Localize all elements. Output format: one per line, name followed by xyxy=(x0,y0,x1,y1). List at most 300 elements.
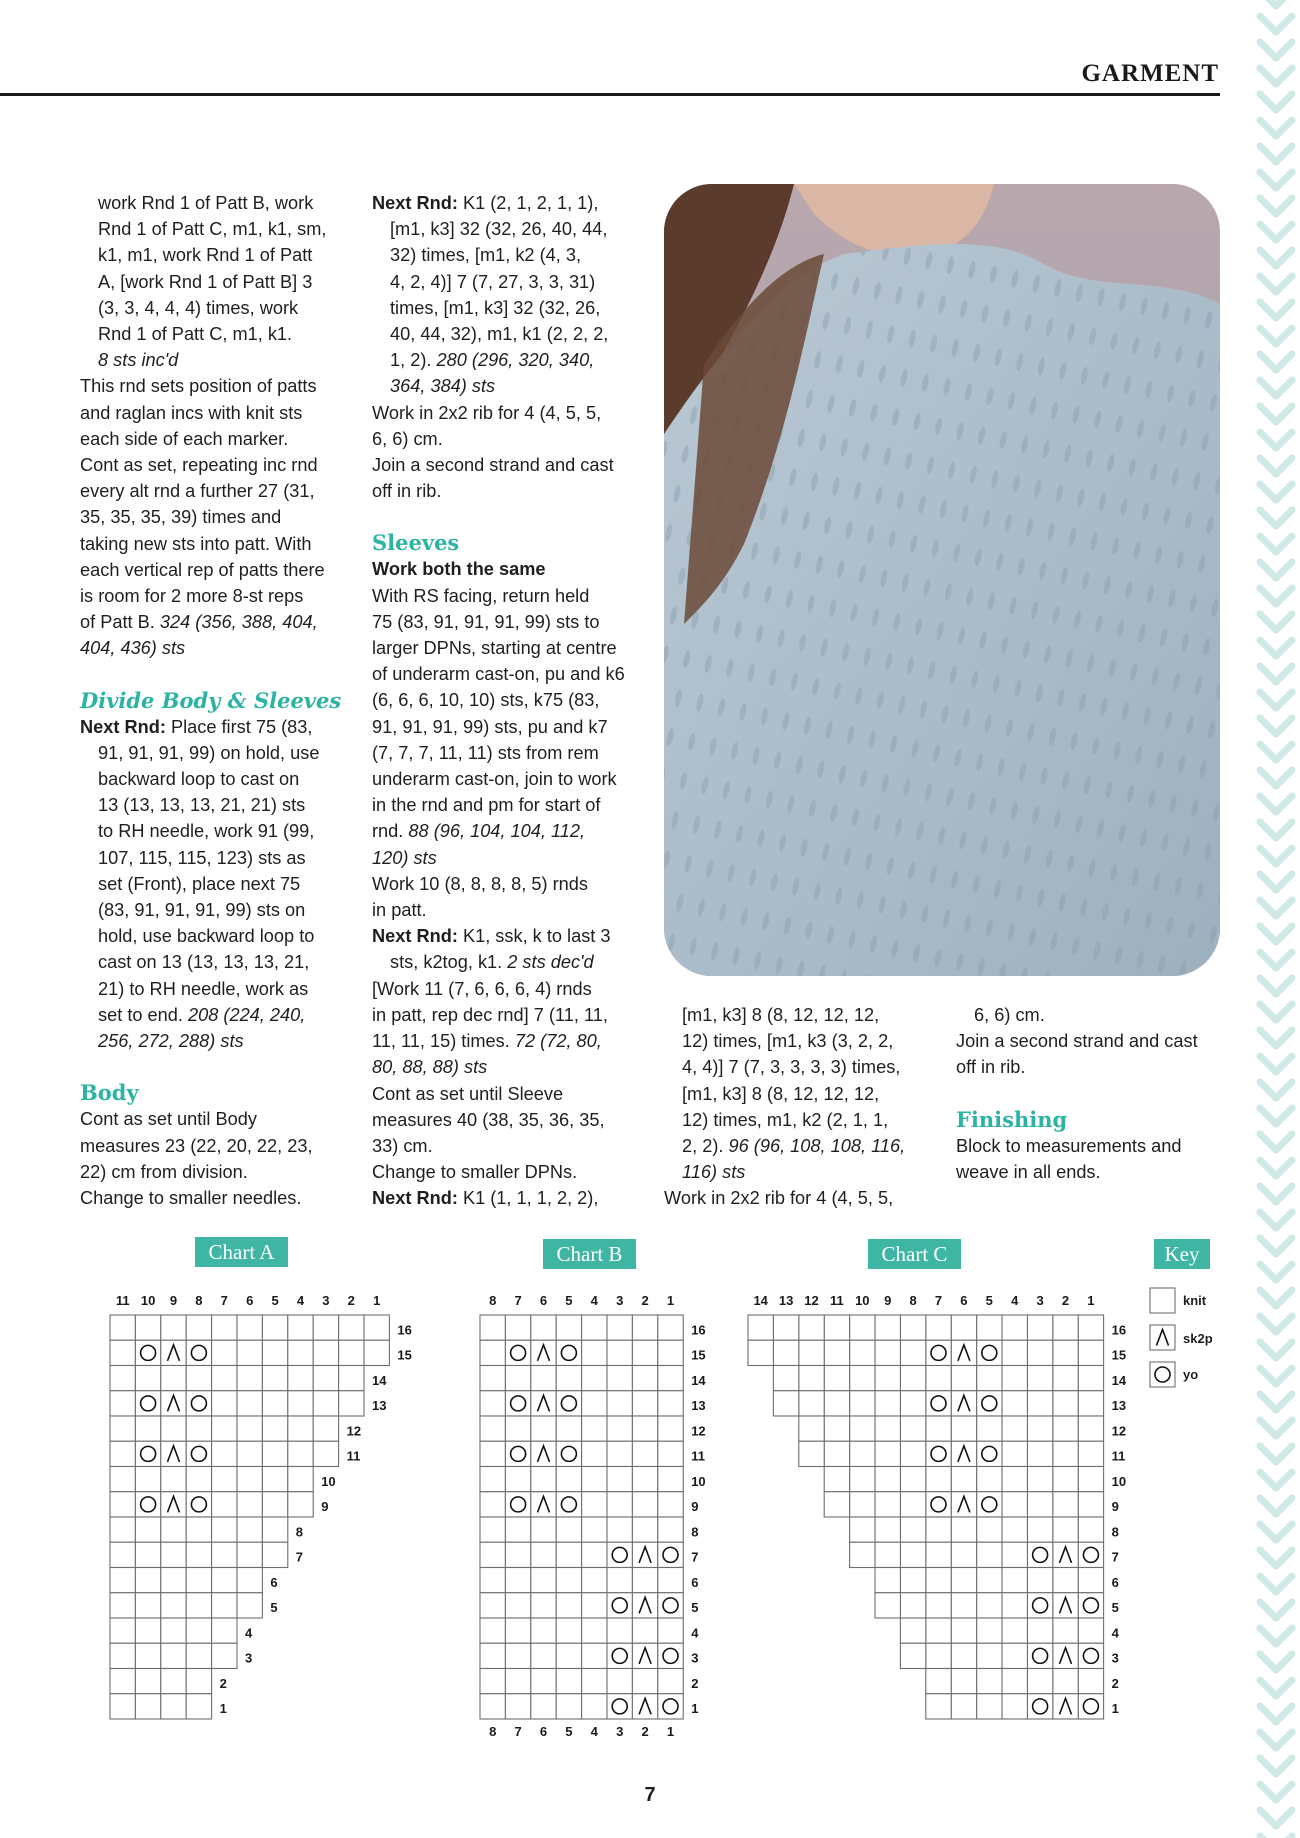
text-line: each vertical rep of patts there xyxy=(80,559,325,580)
chart-number-label: 12 xyxy=(346,1423,362,1439)
text-line: (6, 6, 6, 10, 10) sts, k75 (83, xyxy=(372,690,600,711)
stitch-count: 280 (296, 320, 340, xyxy=(436,350,595,371)
chart-a-cell xyxy=(135,1669,160,1694)
chart-b-cell xyxy=(632,1441,657,1466)
chart-number-label: 1 xyxy=(691,1701,699,1716)
chart-a-cell xyxy=(110,1492,135,1517)
chart-b-cell xyxy=(607,1366,632,1391)
chart-c-cell xyxy=(951,1618,976,1643)
chart-b-cell xyxy=(632,1340,657,1365)
chart-b-cell xyxy=(480,1441,505,1466)
chart-b-cell xyxy=(505,1618,530,1643)
chart-c-cell xyxy=(824,1366,849,1391)
chart-b-cell xyxy=(658,1669,683,1694)
chart-a-cell xyxy=(186,1441,211,1466)
chart-a-cell xyxy=(364,1340,389,1365)
chart-a-cell xyxy=(110,1467,135,1492)
text-line: backward loop to cast on xyxy=(98,769,300,790)
chart-c-cell xyxy=(900,1492,925,1517)
chart-a-cell xyxy=(212,1568,237,1593)
chart-number-label: 11 xyxy=(346,1448,361,1464)
chart-number-label: 7 xyxy=(934,1293,943,1308)
text-fragment: rnd. xyxy=(372,821,409,842)
chart-c-cell xyxy=(875,1492,900,1517)
chart-b-cell xyxy=(531,1568,556,1593)
chart-c-cell xyxy=(748,1340,773,1365)
chart-number-label: 7 xyxy=(295,1549,304,1565)
text-fragment: 1, 2). xyxy=(390,350,437,371)
chart-b-cell xyxy=(480,1643,505,1668)
text-line: Change to smaller needles. xyxy=(80,1187,302,1208)
chart-b-cell xyxy=(582,1643,607,1668)
chart-a-cell xyxy=(288,1416,313,1441)
chart-c-cell xyxy=(926,1492,951,1517)
stitch-count: 364, 384) sts xyxy=(390,376,496,397)
chart-c-cell xyxy=(1027,1618,1052,1643)
chart-a-cell xyxy=(186,1517,211,1542)
chart-c-cell xyxy=(1078,1568,1103,1593)
text-line: Work in 2x2 rib for 4 (4, 5, 5, xyxy=(372,402,602,423)
text-line: to RH needle, work 91 (99, xyxy=(98,821,315,842)
chart-number-label: 1 xyxy=(373,1293,381,1308)
chart-c-cell xyxy=(1027,1694,1052,1719)
chart-number-label: 16 xyxy=(691,1322,706,1338)
chart-a-cell xyxy=(186,1542,211,1567)
text-fragment: K1, ssk, k to last 3 xyxy=(457,926,611,947)
chart-c-title: Chart C xyxy=(868,1239,961,1269)
chart-number-label: 4 xyxy=(1111,1625,1119,1641)
text-line: taking new sts into patt. With xyxy=(80,533,312,554)
text-line: work Rnd 1 of Patt B, work xyxy=(98,193,314,213)
chart-a-cell xyxy=(110,1643,135,1668)
chart-c-cell xyxy=(900,1416,925,1441)
text-line: and raglan incs with knit sts xyxy=(80,402,303,423)
chart-number-label: 1 xyxy=(1087,1293,1095,1308)
chart-number-label: 5 xyxy=(985,1293,993,1308)
chart-b-cell xyxy=(556,1366,581,1391)
chart-a-cell xyxy=(161,1416,186,1441)
chart-b-cell xyxy=(505,1441,530,1466)
chart-c-cell xyxy=(1002,1517,1027,1542)
chart-number-label: 5 xyxy=(565,1293,573,1308)
chart-number-label: 7 xyxy=(691,1549,699,1565)
chart-b-cell xyxy=(607,1618,632,1643)
chart-c-cell xyxy=(1078,1366,1103,1391)
text-line: 13 (13, 13, 13, 21, 21) sts xyxy=(98,795,306,816)
chart-b-cell xyxy=(632,1517,657,1542)
chart-c-cell xyxy=(926,1593,951,1618)
chart-c-cell xyxy=(926,1391,951,1416)
text-line: Join a second strand and cast xyxy=(372,455,614,476)
chart-a-cell xyxy=(161,1315,186,1340)
chart-a-cell xyxy=(110,1391,135,1416)
chart-a-cell xyxy=(212,1618,237,1643)
chart-number-label: 5 xyxy=(565,1724,573,1739)
chart-c-cell xyxy=(951,1669,976,1694)
chart-b-cell xyxy=(582,1542,607,1567)
chart-b-cell xyxy=(480,1366,505,1391)
chart-a-cell xyxy=(237,1391,262,1416)
key-knit-box xyxy=(1150,1288,1175,1313)
chart-c-cell xyxy=(799,1441,824,1466)
text-line: 33) cm. xyxy=(372,1135,433,1156)
chart-c-cell xyxy=(824,1492,849,1517)
text-line: 107, 115, 115, 123) sts as xyxy=(98,847,306,868)
chart-number-label: 10 xyxy=(855,1293,870,1308)
chart-number-label: 7 xyxy=(514,1724,522,1739)
chart-a-cell xyxy=(135,1593,160,1618)
text-line: Change to smaller DPNs. xyxy=(372,1162,578,1183)
chart-a-cell xyxy=(161,1517,186,1542)
chart-number-label: 8 xyxy=(909,1293,917,1308)
chart-b-cell xyxy=(658,1643,683,1668)
chart-c-cell xyxy=(926,1517,951,1542)
chart-c-cell xyxy=(799,1366,824,1391)
chart-c-cell xyxy=(977,1618,1002,1643)
chart-a-title: Chart A xyxy=(195,1237,288,1267)
chart-c-cell xyxy=(1053,1492,1078,1517)
chart-number-label: 6 xyxy=(539,1293,548,1308)
chart-a-cell xyxy=(288,1315,313,1340)
chart-c-cell xyxy=(1002,1391,1027,1416)
text-line: k1, m1, work Rnd 1 of Patt xyxy=(98,245,313,266)
chart-a-cell xyxy=(262,1542,287,1567)
chart-a-cell xyxy=(364,1315,389,1340)
chart-number-label: 1 xyxy=(666,1293,675,1308)
chart-c-cell xyxy=(799,1340,824,1365)
chart-c-cell xyxy=(799,1391,824,1416)
chart-a-cell xyxy=(186,1492,211,1517)
chart-number-label: 13 xyxy=(372,1398,387,1413)
chart-a-cell xyxy=(110,1618,135,1643)
text-line: Cont as set until Body xyxy=(80,1109,257,1130)
text-line: in the rnd and pm for start of xyxy=(372,795,601,816)
chart-c-cell xyxy=(900,1568,925,1593)
chart-b-title: Chart B xyxy=(543,1239,636,1269)
chart-b-cell xyxy=(582,1593,607,1618)
stitch-count: 8 sts inc'd xyxy=(98,350,179,371)
chart-b-cell xyxy=(531,1416,556,1441)
chart-c-cell xyxy=(1053,1568,1078,1593)
chart-b-cell xyxy=(607,1643,632,1668)
chart-b-cell xyxy=(556,1669,581,1694)
chart-b-cell xyxy=(556,1618,581,1643)
chart-c-cell xyxy=(1053,1366,1078,1391)
chart-a-cell xyxy=(186,1467,211,1492)
chart-b-cell xyxy=(480,1391,505,1416)
chart-a-cell xyxy=(161,1366,186,1391)
chart-b-cell xyxy=(505,1391,530,1416)
stitch-count: 80, 88, 88) sts xyxy=(372,1057,488,1078)
chart-c-cell xyxy=(1078,1593,1103,1618)
chart-a-cell xyxy=(262,1340,287,1365)
chart-b-cell xyxy=(505,1492,530,1517)
chart-c-cell xyxy=(1002,1315,1027,1340)
chart-b-cell xyxy=(658,1340,683,1365)
chart-a-cell xyxy=(161,1618,186,1643)
text-line: underarm cast-on, join to work xyxy=(372,769,617,790)
text-line: Cont as set until Sleeve xyxy=(372,1083,564,1104)
chart-a-cell xyxy=(135,1643,160,1668)
stitch-count: 404, 436) sts xyxy=(80,638,186,659)
text-line: off in rib. xyxy=(956,1057,1026,1078)
chart-a-cell xyxy=(135,1340,160,1365)
chart-c-cell xyxy=(900,1366,925,1391)
chart-b-cell xyxy=(582,1315,607,1340)
chart-c-cell xyxy=(850,1467,875,1492)
chart-a-cell xyxy=(288,1391,313,1416)
chart-b-cell xyxy=(480,1340,505,1365)
chart-c-cell xyxy=(773,1315,798,1340)
chart-c-cell xyxy=(900,1542,925,1567)
chart-number-label: 2 xyxy=(641,1724,649,1739)
chart-c-cell xyxy=(1053,1618,1078,1643)
chart-number-label: 4 xyxy=(1011,1293,1019,1308)
chart-a-cell xyxy=(212,1441,237,1466)
chart-a-cell xyxy=(262,1416,287,1441)
chart-c-cell xyxy=(900,1593,925,1618)
chart-b-cell xyxy=(632,1467,657,1492)
chart-c-cell xyxy=(1027,1542,1052,1567)
chart-b-cell xyxy=(658,1542,683,1567)
stitch-count: 208 (224, 240, xyxy=(188,1004,306,1025)
chart-number-label: 13 xyxy=(778,1293,794,1308)
chart-b-cell xyxy=(480,1315,505,1340)
chart-b-cell xyxy=(607,1391,632,1416)
chart-a-cell xyxy=(339,1315,364,1340)
chart-c-cell xyxy=(1078,1416,1103,1441)
text-line: (3, 3, 4, 4, 4) times, work xyxy=(98,297,299,318)
chart-b-cell xyxy=(556,1441,581,1466)
chart-a-cell xyxy=(110,1568,135,1593)
chart-number-label: 6 xyxy=(691,1574,699,1590)
chart-c-cell xyxy=(799,1315,824,1340)
chart-a-cell xyxy=(212,1391,237,1416)
text-line: Block to measurements and xyxy=(956,1135,1182,1156)
chart-c-cell xyxy=(1078,1441,1103,1466)
chart-b-cell xyxy=(658,1492,683,1517)
chart-b-cell xyxy=(582,1669,607,1694)
text-line: times, [m1, k3] 32 (32, 26, xyxy=(390,297,601,318)
chart-c-cell xyxy=(1002,1441,1027,1466)
chart-b-cell xyxy=(658,1441,683,1466)
chart-a-cell xyxy=(135,1441,160,1466)
text-fragment: Place first 75 (83, xyxy=(165,716,313,737)
chart-b-cell xyxy=(556,1467,581,1492)
chart-c-cell xyxy=(875,1517,900,1542)
chart-number-label: 10 xyxy=(140,1293,156,1308)
chart-c-cell xyxy=(1078,1618,1103,1643)
chart-number-label: 8 xyxy=(295,1524,304,1540)
chart-b-cell xyxy=(556,1315,581,1340)
chart-b-cell xyxy=(658,1694,683,1719)
chart-c-cell xyxy=(1078,1467,1103,1492)
chart-c-cell xyxy=(1053,1669,1078,1694)
text-fragment: K1 (1, 1, 1, 2, 2), xyxy=(457,1188,599,1209)
chart-a-cell xyxy=(110,1441,135,1466)
chart-c-cell xyxy=(1027,1492,1052,1517)
key-label-yo: yo xyxy=(1183,1367,1199,1382)
text-line: Join a second strand and cast xyxy=(956,1031,1198,1052)
chart-c-cell xyxy=(850,1492,875,1517)
chart-b-cell xyxy=(505,1517,530,1542)
chart-a-cell xyxy=(237,1441,262,1466)
chart-c-cell xyxy=(977,1517,1002,1542)
text-line: larger DPNs, starting at centre xyxy=(372,638,617,659)
text-fragment: K1 (2, 1, 2, 1, 1), xyxy=(457,193,599,213)
chart-b-cell xyxy=(632,1669,657,1694)
chart-number-label: 12 xyxy=(691,1423,706,1439)
chart-c-cell xyxy=(900,1618,925,1643)
chart-c-cell xyxy=(900,1517,925,1542)
chart-b-cell xyxy=(607,1340,632,1365)
chart-c-cell xyxy=(1002,1694,1027,1719)
chart-c-cell xyxy=(850,1517,875,1542)
chart-a-cell xyxy=(135,1467,160,1492)
chart-number-label: 8 xyxy=(195,1293,203,1308)
instruction-label: Next Rnd: xyxy=(372,926,458,947)
chart-number-label: 6 xyxy=(539,1724,548,1739)
text-line: in patt, rep dec rnd] 7 (11, 11, xyxy=(372,1004,608,1025)
chart-a-cell xyxy=(161,1669,186,1694)
key-yo-box xyxy=(1150,1362,1175,1387)
chart-c-cell xyxy=(1078,1492,1103,1517)
chart-number-label: 2 xyxy=(1061,1293,1070,1308)
chart-a-cell xyxy=(110,1315,135,1340)
chart-a-cell xyxy=(237,1542,262,1567)
text-line: weave in all ends. xyxy=(956,1161,1101,1182)
text-line: each side of each marker. xyxy=(80,428,289,449)
chart-number-label: 3 xyxy=(691,1650,699,1666)
chart-number-label: 9 xyxy=(884,1293,892,1308)
chart-b-cell xyxy=(556,1340,581,1365)
chart-c-cell xyxy=(1053,1340,1078,1365)
chart-a-cell xyxy=(110,1366,135,1391)
chart-c-cell xyxy=(926,1467,951,1492)
chart-a-cell xyxy=(161,1467,186,1492)
chart-a-cell xyxy=(212,1542,237,1567)
chart-number-label: 3 xyxy=(616,1724,624,1739)
chart-c-cell xyxy=(875,1366,900,1391)
chart-b-cell xyxy=(531,1517,556,1542)
text-fragment: of Patt B. xyxy=(80,612,160,633)
chart-c-cell xyxy=(1002,1568,1027,1593)
chart-c-cell xyxy=(977,1416,1002,1441)
chart-c-cell xyxy=(977,1669,1002,1694)
chart-a-cell xyxy=(237,1568,262,1593)
chart-a-cell xyxy=(313,1416,338,1441)
text-line: 91, 91, 91, 99) sts, pu and k7 xyxy=(372,716,608,737)
chart-c-cell xyxy=(824,1315,849,1340)
chart-c-cell xyxy=(875,1391,900,1416)
chart-a-cell xyxy=(161,1643,186,1668)
chart-a-cell xyxy=(262,1517,287,1542)
chart-a-cell xyxy=(110,1669,135,1694)
chart-a-cell xyxy=(110,1340,135,1365)
chart-c-cell xyxy=(1027,1568,1052,1593)
text-line: 6, 6) cm. xyxy=(974,1005,1045,1025)
chart-a-cell xyxy=(212,1340,237,1365)
chart-number-label: 5 xyxy=(271,1293,279,1308)
chart-b-cell xyxy=(658,1618,683,1643)
chart-c-cell xyxy=(1027,1517,1052,1542)
chart-number-label: 2 xyxy=(219,1675,227,1691)
chart-a-cell xyxy=(161,1542,186,1567)
chart-c-cell xyxy=(850,1441,875,1466)
chart-number-label: 12 xyxy=(804,1293,819,1308)
chart-b-cell xyxy=(607,1593,632,1618)
chart-number-label: 11 xyxy=(115,1293,130,1308)
chart-c-cell xyxy=(900,1643,925,1668)
chart-a-cell xyxy=(212,1467,237,1492)
chart-a-cell xyxy=(313,1441,338,1466)
chart-number-label: 3 xyxy=(1036,1293,1044,1308)
text-line: set (Front), place next 75 xyxy=(98,873,301,894)
chart-c-cell xyxy=(977,1643,1002,1668)
chart-b-cell xyxy=(556,1694,581,1719)
chart-b-cell xyxy=(582,1492,607,1517)
chart-c-cell xyxy=(951,1593,976,1618)
chart-c-cell xyxy=(824,1391,849,1416)
chart-b-cell xyxy=(607,1542,632,1567)
chart-b-cell xyxy=(505,1467,530,1492)
chart-b-cell xyxy=(582,1467,607,1492)
chart-a-cell xyxy=(135,1542,160,1567)
chart-b-cell xyxy=(480,1517,505,1542)
chart-a-cell xyxy=(110,1593,135,1618)
chart-b-cell xyxy=(480,1492,505,1517)
chart-b-cell xyxy=(531,1593,556,1618)
chart-a-cell xyxy=(186,1340,211,1365)
text-line: 35, 35, 35, 39) times and xyxy=(80,507,282,528)
chart-number-label: 15 xyxy=(397,1347,412,1363)
chart-c-cell xyxy=(1078,1340,1103,1365)
chart-b-cell xyxy=(582,1568,607,1593)
chart-a-cell xyxy=(212,1416,237,1441)
chart-b-cell xyxy=(658,1391,683,1416)
chart-c-cell xyxy=(900,1467,925,1492)
chart-b-cell xyxy=(658,1366,683,1391)
chart-a-cell xyxy=(237,1315,262,1340)
chart-number-label: 4 xyxy=(296,1293,305,1308)
chart-number-label: 7 xyxy=(1111,1549,1119,1565)
chart-c-cell xyxy=(951,1315,976,1340)
chart-a-cell xyxy=(110,1517,135,1542)
chart-number-label: 3 xyxy=(245,1650,253,1666)
stitch-count: 120) sts xyxy=(372,847,437,868)
chart-number-label: 15 xyxy=(691,1347,706,1363)
chart-c-cell xyxy=(926,1643,951,1668)
text-line: off in rib. xyxy=(372,481,442,502)
chart-c-cell xyxy=(1053,1416,1078,1441)
chart-b-cell xyxy=(607,1517,632,1542)
chart-number-label: 16 xyxy=(1111,1322,1127,1338)
chart-number-label: 6 xyxy=(246,1293,254,1308)
sub-heading: Work both the same xyxy=(372,559,546,580)
chart-a-cell xyxy=(262,1366,287,1391)
section-heading-body: Body xyxy=(80,1080,139,1106)
chart-c-cell xyxy=(875,1441,900,1466)
chart-b-cell xyxy=(632,1618,657,1643)
chart-a-cell xyxy=(186,1618,211,1643)
chart-number-label: 8 xyxy=(489,1293,497,1308)
chart-number-label: 4 xyxy=(691,1625,699,1641)
chart-c-cell xyxy=(875,1315,900,1340)
text-line: Rnd 1 of Patt C, m1, k1, sm, xyxy=(98,219,327,240)
text-line: is room for 2 more 8-st reps xyxy=(80,586,304,607)
chart-number-label: 2 xyxy=(641,1293,649,1308)
chart-c-cell xyxy=(850,1542,875,1567)
